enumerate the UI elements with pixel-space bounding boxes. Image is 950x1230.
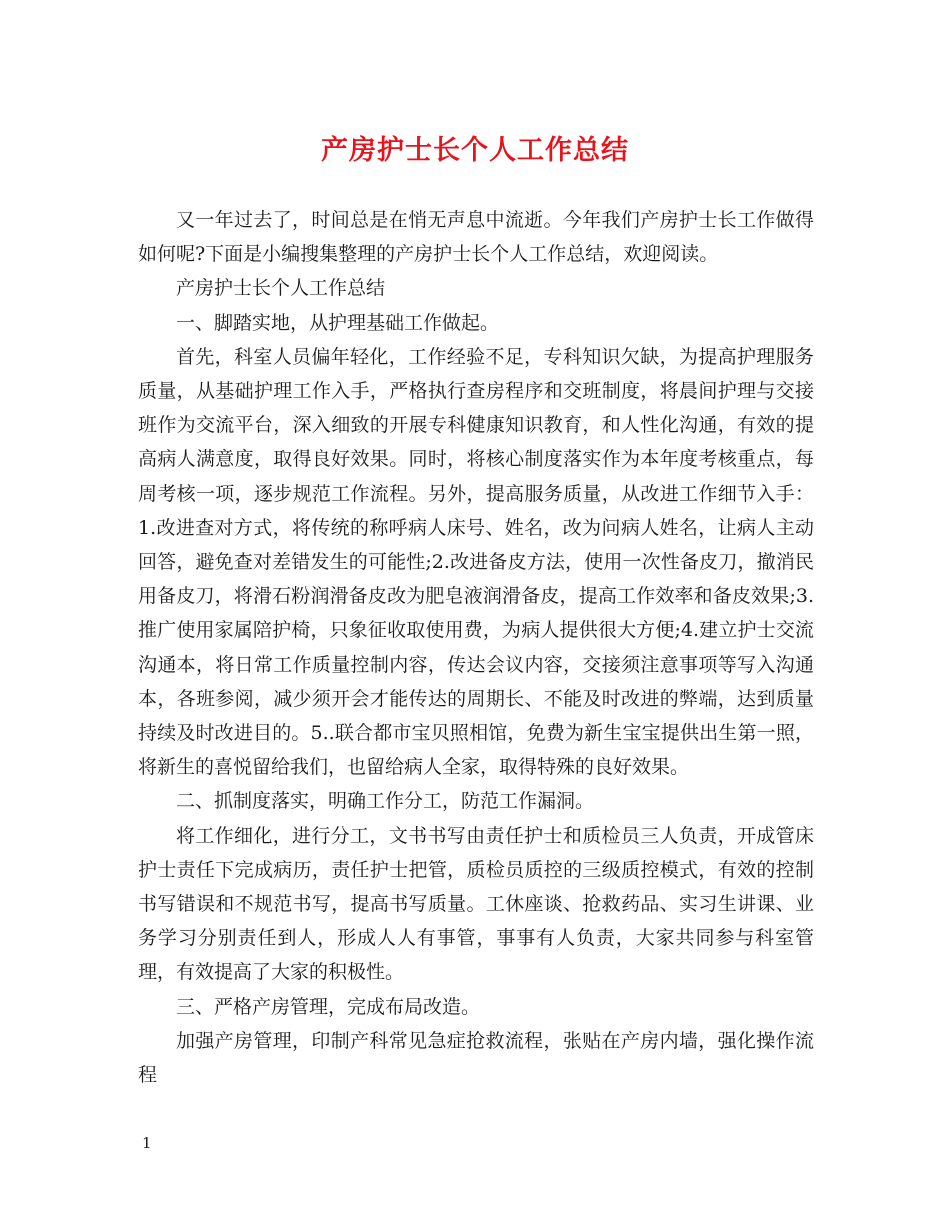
section-heading-3: 三、严格产房管理，完成布局改造。 xyxy=(176,995,481,1018)
page-number: 1 xyxy=(142,1134,152,1152)
section-heading-1: 一、脚踏实地，从护理基础工作做起。 xyxy=(176,311,500,334)
section-body-2: 将工作细化，进行分工，文书书写由责任护士和质检员三人负责，开成管床护士责任下完成病历，责任护士把管，质检员质控的三级质控模式，有效的控制书写错误和不规范书写，提高书写质量。工休座谈、抢救药品、实习生讲课、业务学习分别责任到人，形成人人有事管，事事有人负责，大家共同参与科室管理，有效提高了大家的积极性。 xyxy=(138,824,814,984)
subtitle-paragraph: 产房护士长个人工作总结 xyxy=(176,277,386,300)
document-title: 产房护士长个人工作总结 xyxy=(321,135,629,166)
section-body-1: 首先，科室人员偏年轻化，工作经验不足，专科知识欠缺，为提高护理服务质量，从基础护理工作入手，严格执行查房程序和交班制度，将晨间护理与交接班作为交流平台，深入细致的开展专科健康知识教育，和人性化沟通，有效的提高病人满意度，取得良好效果。同时，将核心制度落实作为本年度考核重点，每周考核一项，逐步规范工作流程。另外，提高服务质量，从改进工作细节入手：1.改进查对方式，将传统的称呼病人床号、姓名，改为问病人姓名，让病人主动回答，避免查对差错发生的可能性;2.改进备皮方法，使用一次性备皮刀，撤消民用备皮刀，将滑石粉润滑备皮改为肥皂液润滑备皮，提高工作效率和备皮效果;3.推广使用家属陪护椅，只象征收取使用费，为病人提供很大方便;4.建立护士交流沟通本，将日常工作质量控制内容，传达会议内容，交接须注意事项等写入沟通本，各班参阅，减少须开会才能传达的周期长、不能及时改进的弊端，达到质量持续及时改进目的。5..联合都市宝贝照相馆，免费为新生宝宝提供出生第一照，将新生的喜悦留给我们，也留给病人全家，取得特殊的良好效果。 xyxy=(138,345,814,779)
document-body xyxy=(138,203,814,1092)
intro-paragraph: 又一年过去了，时间总是在悄无声息中流逝。今年我们产房护士长工作做得如何呢?下面是小编搜集整理的产房护士长个人工作总结，欢迎阅读。 xyxy=(138,209,814,266)
section-body-3: 加强产房管理，印制产科常见急症抢救流程，张贴在产房内墙，强化操作流程 xyxy=(138,1029,814,1087)
section-heading-2: 二、抓制度落实，明确工作分工，防范工作漏洞。 xyxy=(176,790,595,813)
